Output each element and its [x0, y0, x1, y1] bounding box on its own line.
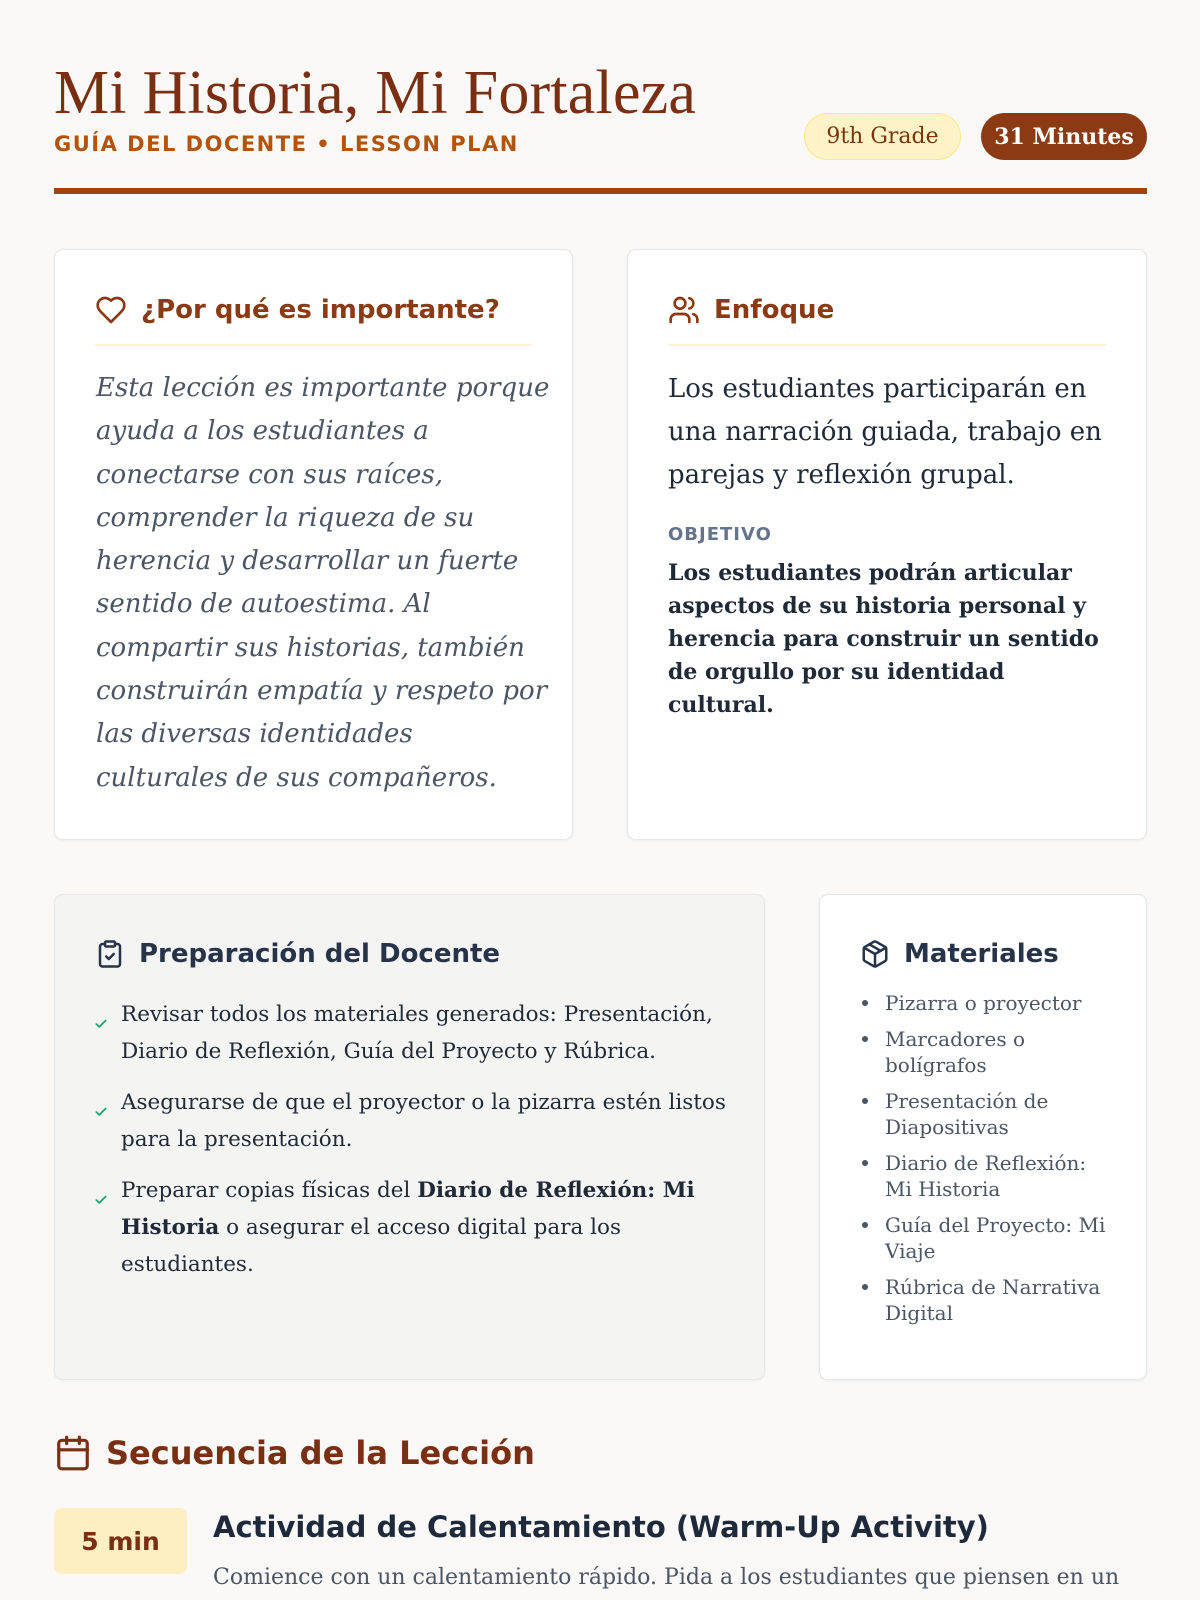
prep-item-text-after: o asegurar el acceso digital para los estudiantes. [121, 1215, 621, 1277]
check-icon [94, 1006, 108, 1043]
teacher-prep-heading: Preparación del Docente [139, 939, 501, 969]
check-icon [94, 1182, 108, 1219]
material-item: Presentación de Diapositivas [859, 1088, 1119, 1140]
heart-icon [95, 294, 127, 326]
calendar-icon [54, 1434, 92, 1472]
clipboard-check-icon [95, 939, 125, 969]
teacher-prep-header [95, 939, 724, 969]
materials-heading: Materiales [904, 939, 1059, 969]
check-icon [94, 1094, 108, 1131]
lesson-sequence-header [54, 1434, 535, 1472]
users-icon [668, 294, 700, 326]
materials-header [860, 939, 1106, 969]
prep-item [94, 1084, 734, 1158]
focus-card [627, 249, 1147, 840]
why-important-text: Esta lección es importante porque ayuda a los estudiantes a conectarse con sus raíces, comprender la riqueza de su herencia y desarrollar un fuerte sentido de autoestima. Al compartir sus historias, también construirán empatía y respeto por las diversas identidades culturales de sus compañeros. [96, 373, 550, 793]
material-item: Marcadores o bolígrafos [859, 1026, 1119, 1078]
page-subtitle: GUÍA DEL DOCENTE • LESSON PLAN [54, 132, 519, 156]
prep-item-text: Revisar todos los materiales generados: Presentación, Diario de Reflexión, Guía del Proyecto y Rúbrica. [121, 1002, 713, 1064]
focus-heading: Enfoque [714, 295, 835, 325]
why-important-heading: ¿Por qué es importante? [141, 295, 500, 325]
journal-title: Diario de Reflexión: Mi Historia [121, 1178, 695, 1240]
teacher-prep-list [94, 996, 734, 1283]
activity-title: Actividad de Calentamiento (Warm-Up Activity) [213, 1510, 989, 1544]
lesson-sequence-heading: Secuencia de la Lección [106, 1434, 535, 1472]
focus-text: Los estudiantes participarán en una narración guiada, trabajo en parejas y reflexión grupal. [668, 374, 1102, 490]
material-item: Rúbrica de Narrativa Digital [859, 1274, 1119, 1326]
material-item: Pizarra o proyector [859, 990, 1119, 1016]
objective-text: Los estudiantes podrán articular aspectos de su historia personal y herencia para construir un sentido de orgullo por su identidad cultural. [668, 560, 1099, 718]
activity-text: Comience con un calentamiento rápido. Pida a los estudiantes que piensen en un [213, 1565, 1120, 1590]
duration-badge: 31 Minutes [981, 113, 1147, 160]
focus-header [668, 294, 1106, 346]
prep-item [94, 996, 734, 1070]
prep-item-text: Asegurarse de que el proyector o la pizarra estén listos para la presentación. [121, 1090, 726, 1152]
prep-item [94, 1172, 734, 1283]
materials-list [859, 990, 1119, 1326]
page-title: Mi Historia, Mi Fortaleza [54, 59, 697, 127]
package-icon [860, 939, 890, 969]
activity-duration-badge: 5 min [54, 1508, 187, 1574]
grade-badge: 9th Grade [804, 113, 961, 160]
material-item: Guía del Proyecto: Mi Viaje [859, 1212, 1119, 1264]
header-divider [54, 188, 1147, 194]
lesson-plan-page [54, 0, 1147, 1600]
material-item: Diario de Reflexión: Mi Historia [859, 1150, 1119, 1202]
objective-label: OBJETIVO [668, 524, 772, 545]
prep-item-text-before: Preparar copias físicas del [121, 1178, 418, 1203]
why-important-header [95, 294, 532, 346]
